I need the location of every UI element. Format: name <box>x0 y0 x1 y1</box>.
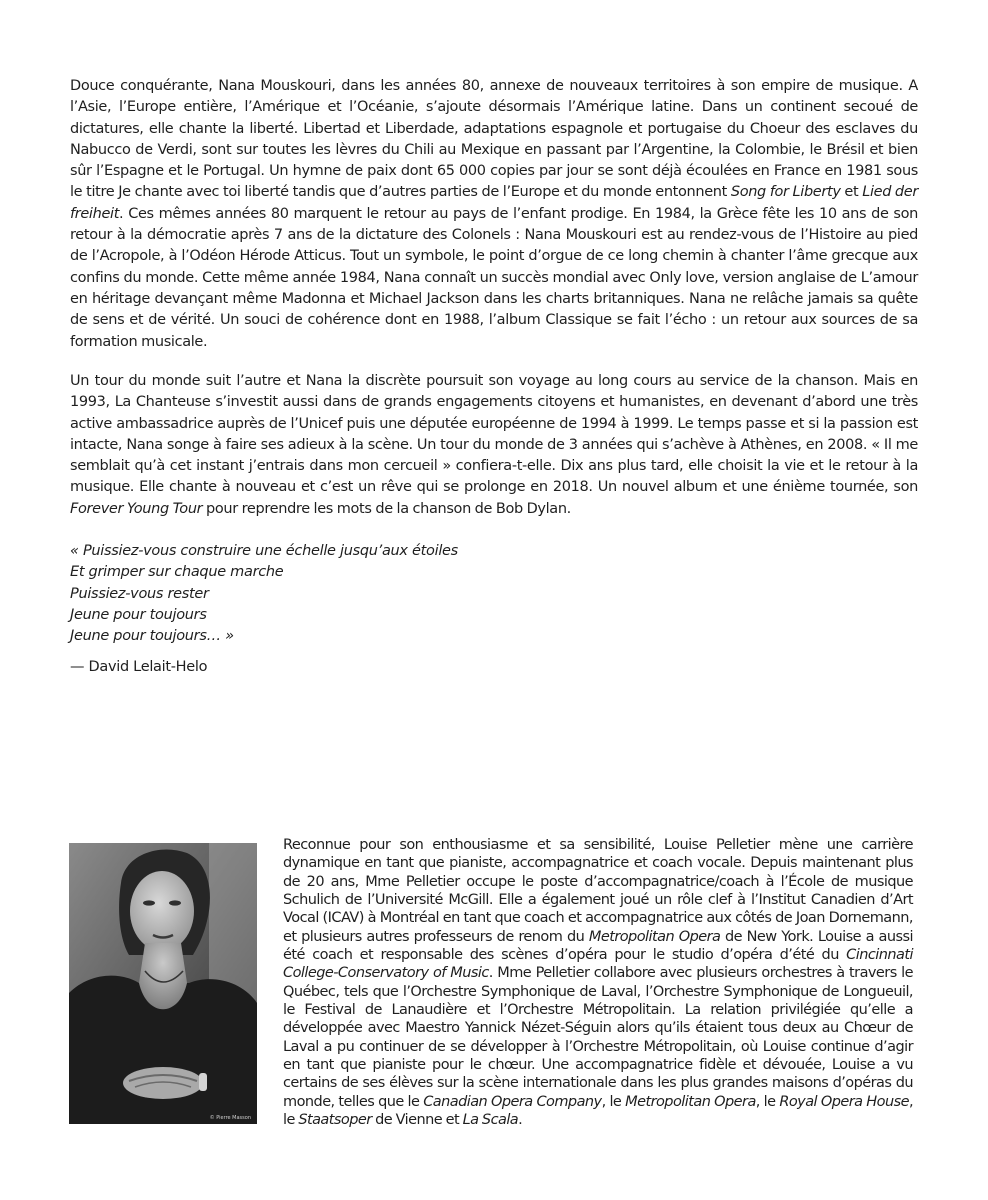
article-paragraph-1 <box>70 76 918 353</box>
text-run: , le <box>283 1093 914 1129</box>
text-run: , le <box>755 1093 780 1110</box>
quote-line: « Puissiez-vous construire une échelle jusqu’aux étoiles <box>70 543 458 559</box>
lyrics-quote <box>70 541 670 647</box>
tour-title: Forever Young Tour <box>70 500 203 517</box>
text-run: , le <box>601 1093 626 1110</box>
organization-name: La Scala <box>462 1112 519 1129</box>
text-run: Un tour du monde suit l’autre et Nana la discrète poursuit son voyage au long cours au service de la chanson. Mais en 1993, La Chanteuse s’investit aussi dans de grands engagements citoyens et humanistes, en devenant d’abord une très active ambassadrice auprès de l’Unicef puis une députée européenne de 1994 à 1999. Le temps passe et si la passion est intacte, Nana songe à faire ses adieux à la scène. Un tour du monde de 3 années qui s’achève à Athènes, en 2008. « Il me semblait qu’à cet instant j’entrais dans mon cercueil » confiera-t-elle. Dix ans plus tard, elle choisit la vie et le retour à la musique. Elle chante à nouveau et c’est un rêve qui se prolonge en 2018. Un nouvel album et une énième tournée, son <box>70 373 918 496</box>
text-run: . <box>518 1112 523 1129</box>
organization-name: Staatsoper <box>298 1112 372 1129</box>
organization-name: Canadian Opera Company <box>423 1093 602 1110</box>
quote-line: Puissiez-vous rester <box>70 585 209 602</box>
photo-credit: © Pierre Masson <box>209 1115 251 1121</box>
text-run: Douce conquérante, Nana Mouskouri, dans les années 80, annexe de nouveaux territoires à son empire de musique. A l’Asie, l’Europe entière, l’Amérique et l’Océanie, s’ajoute désormais l’Amérique latine. Dans un continent secoué de dictatures, elle chante la liberté. Libertad et Liberdade, adaptations espagnole et portugaise du Choeur des esclaves du Nabucco de Verdi, sont sur toutes les lèvres du Chili au Mexique en passant par l’Argentine, la Colombie, le Brésil et bien sûr l’Espagne et le Portugal. Un hymne de paix dont 65 000 copies par jour se sont déjà écoulées en France en 1981 sous le titre Je chante avec toi liberté tandis que d’autres parties de l’Europe et du monde entonnent <box>70 78 918 201</box>
quote-line: Jeune pour toujours… » <box>70 628 234 645</box>
text-run: . Ces mêmes années 80 marquent le retour au pays de l’enfant prodige. En 1984, la Grèce fête les 10 ans de son retour à la démocratie après 7 ans de la dictature des Colonels : Nana Mouskouri est au rendez-vous de l’Histoire au pied de l’Acropole, à l’Odéon Hérode Atticus. Tout un symbole, le point d’orgue de ce long chemin à chanter l’âme grecque aux confins du monde. Cette même année 1984, Nana connaît un succès mondial avec Only love, version anglaise de L’amour en héritage devançant même Madonna et Michael Jackson dans les charts britanniques. Nana ne relâche jamais sa quête de sens et de vérité. Un souci de cohérence dont en 1988, l’album Classique se fait l’écho : un retour aux sources de sa formation musicale. <box>70 205 918 350</box>
quote-line: Et grimper sur chaque marche <box>70 564 284 581</box>
organization-name: Royal Opera House <box>779 1093 909 1110</box>
organization-name: Metropolitan Opera <box>625 1093 756 1110</box>
author-signature: — David Lelait-Helo <box>70 659 208 675</box>
text-run: . Mme Pelletier collabore avec plusieurs orchestres à travers le Québec, tels que l’Orchestre Symphonique de Laval, l’Orchestre Symphonique de Longueuil, le Festival de Lanaudière et l’Orchestre Métropolitain. La relation privilégiée qu’elle a développée avec Maestro Yannick Nézet-Séguin alors qu’ils étaient tous deux au Chœur de Laval a pu continuer de se développer à l’Orchestre Métropolitain, où Louise continue d’agir en tant que pianiste pour le chœur. Une accompagnatrice fidèle et dévouée, Louise a vu certains de ses élèves sur la scène internationale dans les plus grandes maisons d’opéras du monde, telles que le <box>283 965 913 1110</box>
portrait-illustration <box>69 843 257 1124</box>
text-run: de New York. Louise a aussi été coach et responsable des scènes d’opéra pour le studio d’opéra d’été du <box>283 928 913 964</box>
song-title-english: Song for Liberty <box>730 184 841 201</box>
song-title-german: Lied der freiheit <box>70 184 918 222</box>
text-run: pour reprendre les mots de la chanson de Bob Dylan. <box>202 500 571 517</box>
organization-name: Cincinnati College-Conservatory of Music <box>283 947 913 982</box>
organization-name: Metropolitan Opera <box>588 928 721 945</box>
portrait-photo <box>69 843 257 1124</box>
text-run: de Vienne et <box>371 1112 463 1129</box>
text-run: Reconnue pour son enthousiasme et sa sensibilité, Louise Pelletier mène une carrière dynamique en tant que pianiste, accompagnatrice et coach vocale. Depuis maintenant plus de 20 ans, Mme Pelletier occupe le poste d’accompagnatrice/coach à l’École de musique Schulich de l’Université McGill. Elle a également joué un rôle clef à l’Institut Canadien d’Art Vocal (ICAV) à Montréal en tant que coach et accompagnatrice aux côtés de Joan Dornemann, et plusieurs autres professeurs de renom du <box>283 837 913 945</box>
text-run: et <box>840 184 863 201</box>
bio-paragraph <box>283 836 913 1130</box>
quote-line: Jeune pour toujours <box>70 606 207 623</box>
article-paragraph-2 <box>70 371 918 520</box>
